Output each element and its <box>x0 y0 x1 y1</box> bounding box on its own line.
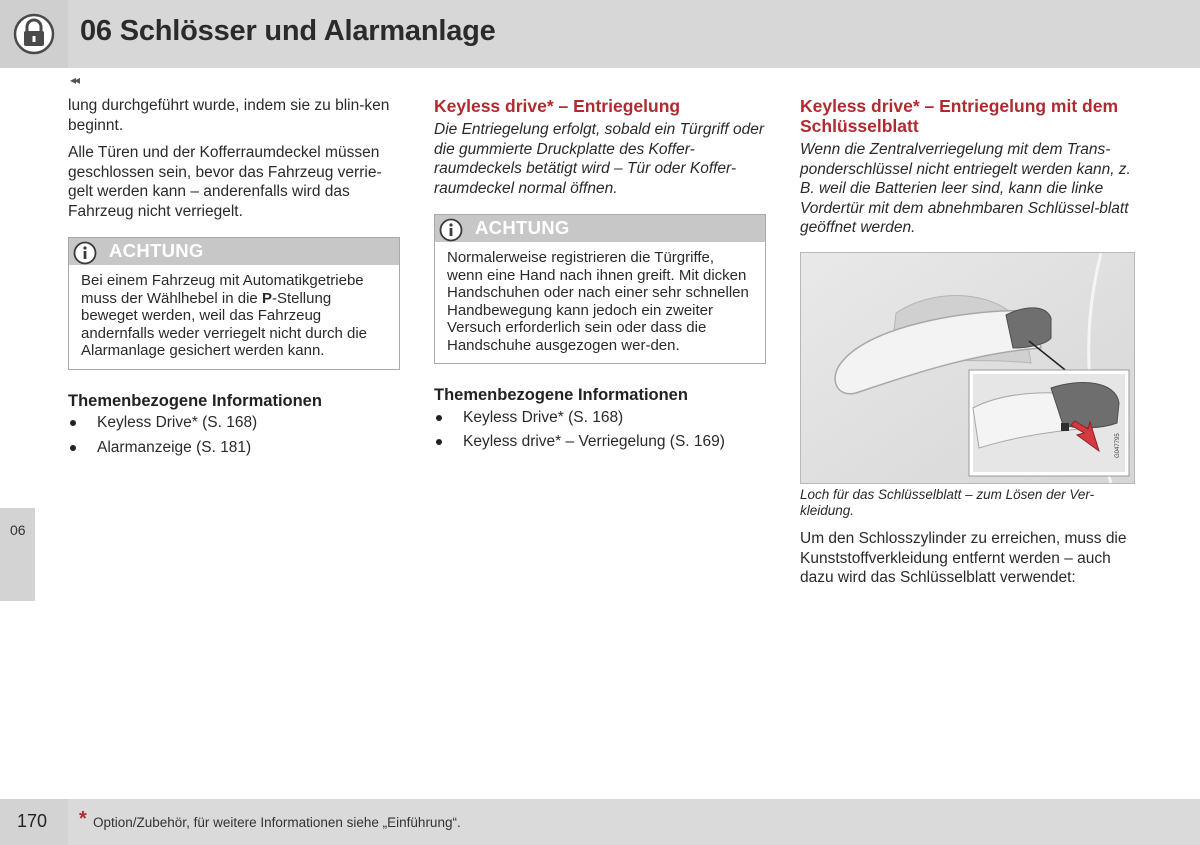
related-link[interactable]: Alarmanzeige (S. 181) <box>68 438 400 458</box>
chapter-title: 06 Schlösser und Alarmanlage <box>80 15 496 47</box>
warning-text: Bei einem Fahrzeug mit Automatikgetriebe muss der Wählhebel in die P-Stellung beweget werden, weil das Fahrzeug andernfalls weder verriegelt nicht durch die Alarmanlage gesichert werden kann. <box>81 272 367 359</box>
column-right <box>800 96 1132 246</box>
info-icon <box>73 241 97 265</box>
door-handle-illustration <box>800 252 1135 484</box>
footnote-text: Option/Zubehör, für weitere Informationen siehe „Einführung“. <box>93 815 461 830</box>
paragraph: Alle Türen und der Kofferraumdeckel müssen geschlossen sein, bevor das Fahrzeug verrie-gelt werden kann – anderenfalls wird das Fahrzeug nicht verriegelt. <box>68 144 382 220</box>
gear-position-label: P <box>261 289 272 307</box>
warning-box <box>68 237 400 370</box>
paragraph: Um den Schlosszylinder zu erreichen, muss die Kunststoffverkleidung entfernt werden – auch dazu wird das Schlüsselblatt verwendet: <box>800 530 1127 586</box>
chapter-side-tab[interactable] <box>0 508 35 601</box>
info-icon <box>439 218 463 242</box>
related-info-list <box>434 408 766 452</box>
chapter-icon-box <box>0 0 68 68</box>
figure-code: G047795 <box>1115 433 1121 458</box>
page-header <box>0 0 1200 68</box>
related-link[interactable]: Keyless Drive* (S. 168) <box>434 408 766 428</box>
warning-text: Normalerweise registrieren die Türgriffe, wenn eine Hand nach ihnen greift. Mit dicken Handschuhen oder nach einer sehr schnellen Handbewegung kann jedoch ein zweiter Versuch erforderlich sein oder dass die Handschuhe ausgezogen wer-den. <box>447 249 749 354</box>
page-number: 170 <box>17 811 48 831</box>
paragraph: lung durchgeführt wurde, indem sie zu blin-ken beginnt. <box>68 97 390 134</box>
warning-title: ACHTUNG <box>109 240 204 261</box>
related-info-heading: Themenbezogene Informationen <box>434 386 688 404</box>
page-number-box <box>0 799 68 845</box>
column-left <box>68 96 400 462</box>
lock-icon <box>13 13 55 55</box>
previous-page-arrows[interactable]: ◂◂ <box>70 73 79 87</box>
related-link[interactable]: Keyless drive* – Verriegelung (S. 169) <box>434 432 766 452</box>
column-middle <box>434 96 766 457</box>
warning-box <box>434 214 766 364</box>
page-footer <box>0 799 1200 845</box>
warning-title: ACHTUNG <box>475 217 570 238</box>
chapter-side-tab-label: 06 <box>10 522 26 538</box>
section-heading: Keyless drive* – Entriegelung mit dem Schlüsselblatt <box>800 96 1119 136</box>
section-intro: Die Entriegelung erfolgt, sobald ein Türgriff oder die gummierte Druckplatte des Koffer-raumdeckels betätigt wird – Tür oder Koffer-raumdeckel normal öffnen. <box>434 121 764 197</box>
warning-header <box>69 238 399 265</box>
section-heading: Keyless drive* – Entriegelung <box>434 96 681 116</box>
footnote-star: * <box>79 808 87 830</box>
related-link[interactable]: Keyless Drive* (S. 168) <box>68 413 400 433</box>
related-info-list <box>68 413 400 457</box>
figure-caption: Loch für das Schlüsselblatt – zum Lösen der Ver-kleidung. <box>800 487 1095 518</box>
section-intro: Wenn die Zentralverriegelung mit dem Trans-ponderschlüssel nicht entriegelt werden kann, z. B. weil die Batterien leer sind, kann die linke Vordertür mit dem abnehmbaren Schlüssel-blatt geöffnet werden. <box>800 141 1131 236</box>
warning-header <box>435 215 765 242</box>
door-handle-drawing <box>801 253 1134 483</box>
related-info-heading: Themenbezogene Informationen <box>68 391 322 410</box>
